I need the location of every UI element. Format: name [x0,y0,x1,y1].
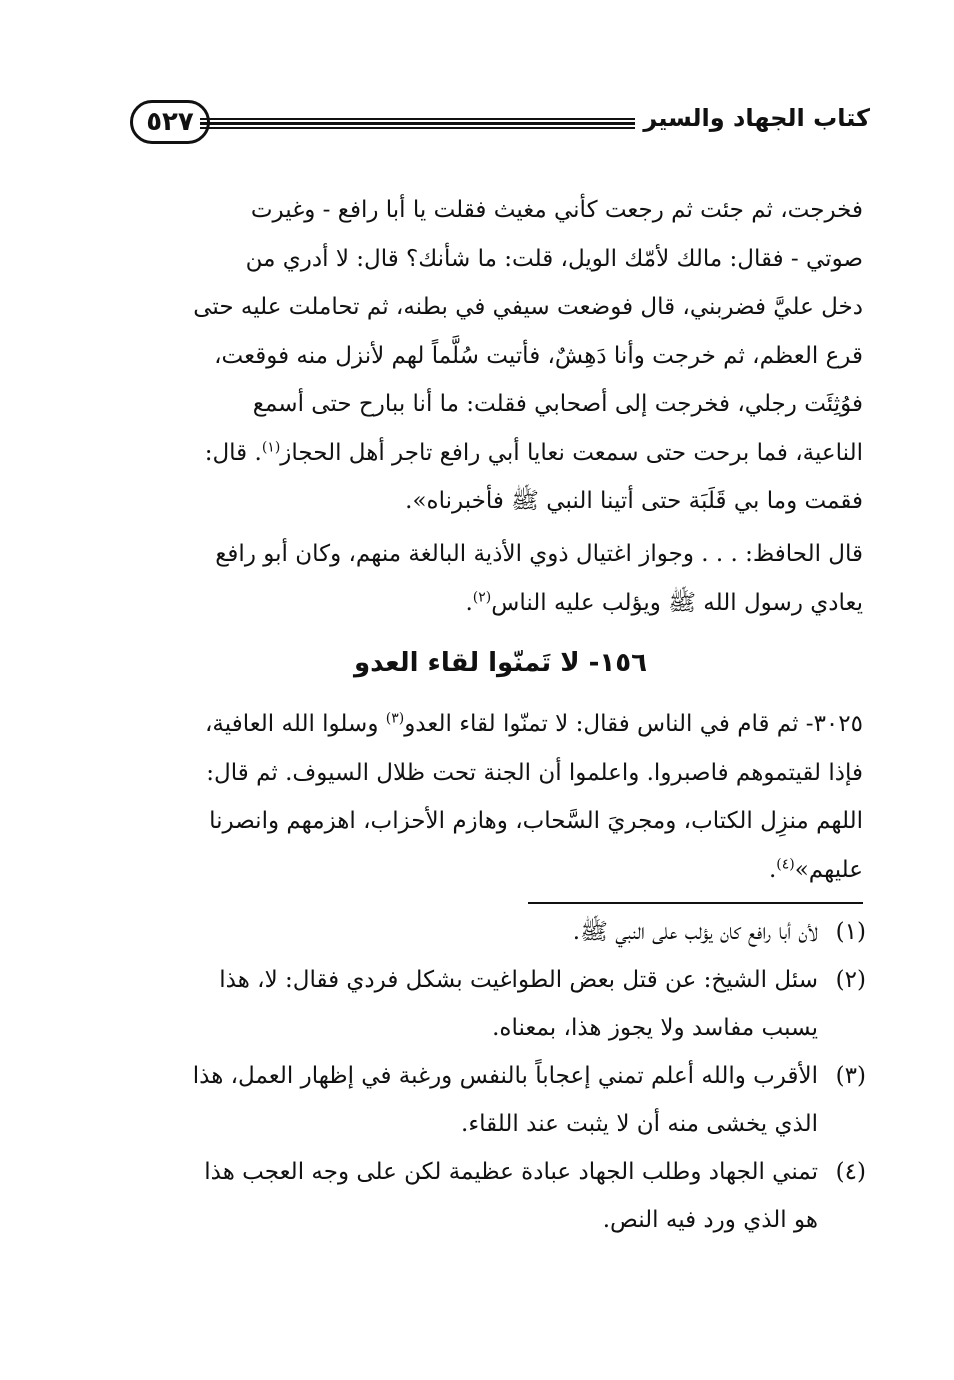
footnote-reference[interactable]: (٣) [385,710,405,727]
footnote-separator [528,902,863,904]
header-rule [200,118,635,120]
footnotes [138,908,866,1244]
book-section-title: كتاب الجهاد والسير [643,104,870,132]
text-line: دخل عليَّ فضربني، قال فوضعت سيفي في بطنه، ثم تحاملت عليه حتى [193,294,863,320]
text-line: فوُثِئَت رجلي، فخرجت إلى أصحابي فقلت: ما أنا ببارح حتى أسمع [252,391,863,417]
footnote-line: سئل الشيخ: عن قتل بعض الطواغيت بشكل فردي فقال: لا، هذا [219,967,818,993]
text-line [138,700,863,749]
footnote [138,956,866,1052]
text-line [138,579,863,628]
footnote-line: لأن أبا رافع كان يؤلب على النبي ﷺ. [572,919,818,945]
text-line: قرع العظم، ثم خرجت وأنا دَهِشٌ، فأتيت سُلَّماً لهم لأنزل منه فوقعت، [214,342,863,369]
text-segment: وسلوا الله العافية، [205,711,386,737]
footnote-reference[interactable]: (١) [261,438,281,455]
footnote [138,908,866,956]
footnote-line: الذي يخشى منه أن لا يثبت عند اللقاء. [461,1111,818,1137]
header-rule [200,122,635,125]
header-rule-lines [200,118,635,129]
footnote-line: الأقرب والله أعلم تمني إعجاباً بالنفس ورغبة في إظهار العمل، هذا [192,1063,818,1089]
footnote-number: (٣) [835,1063,866,1089]
page-number-badge: ٥٢٧ [130,100,210,144]
text-segment: يعادي رسول الله ﷺ ويؤلب عليه الناس [491,589,863,616]
footnote-line: يسبب مفاسد ولا يجوز هذا، بمعناه. [492,1015,818,1041]
footnote-number: (٢) [835,967,866,993]
footnote-line: هو الذي ورد فيه النص. [602,1207,818,1233]
text-segment: عليهم» [794,856,863,883]
section-heading: ١٥٦- لا تَمنّوا لقاء العدو [353,648,648,678]
running-header [130,98,870,158]
footnote-number: (٤) [835,1159,866,1185]
text-line: اللهم منزِل الكتاب، ومجريَ السَّحاب، وهازم الأحزاب، اهزمهم وانصرنا [209,808,863,834]
footnote-number: (١) [835,919,866,945]
text-segment: . [465,589,473,616]
commentary-paragraph [138,530,863,627]
footnote-reference[interactable]: (٢) [472,588,492,605]
text-line [138,846,863,895]
footnote-reference[interactable]: (٤) [776,855,795,872]
text-line: فإذا لقيتموهم فاصبروا. واعلموا أن الجنة تحت ظلال السيوف. ثم قال: [206,759,863,786]
text-segment: . قال: [204,439,262,466]
hadith-continuation-paragraph [138,186,863,526]
text-segment: ٣٠٢٥- ثم قام في الناس فقال: لا تمنّوا لقاء العدو [404,711,863,737]
footnote [138,1052,866,1148]
text-line: فقمت وما بي قَلَبَة حتى أتينا النبي ﷺ فأخبرناه». [405,488,863,514]
text-line: صوتي - فقال: مالك لأمّك الويل، قلت: ما شأنك؟ قال: لا أدري من [245,245,863,272]
text-segment: الناعية، فما برحت حتى سمعت نعايا أبي رافع تاجر أهل الحجاز [280,439,863,466]
text-line: قال الحافظ: . . . وجواز اغتيال ذوي الأذية البالغة منهم، وكان أبو رافع [215,541,863,567]
text-line: فخرجت، ثم جئت ثم رجعت كأني مغيث فقلت يا أبا رافع - وغيرت [250,197,863,223]
hadith-paragraph [138,700,863,894]
footnote-line: تمني الجهاد وطلب الجهاد عبادة عظيمة لكن على وجه العجب هذا [204,1159,818,1185]
text-line [138,429,863,478]
header-rule [200,127,635,129]
text-segment: . [768,856,777,883]
footnote [138,1148,866,1244]
